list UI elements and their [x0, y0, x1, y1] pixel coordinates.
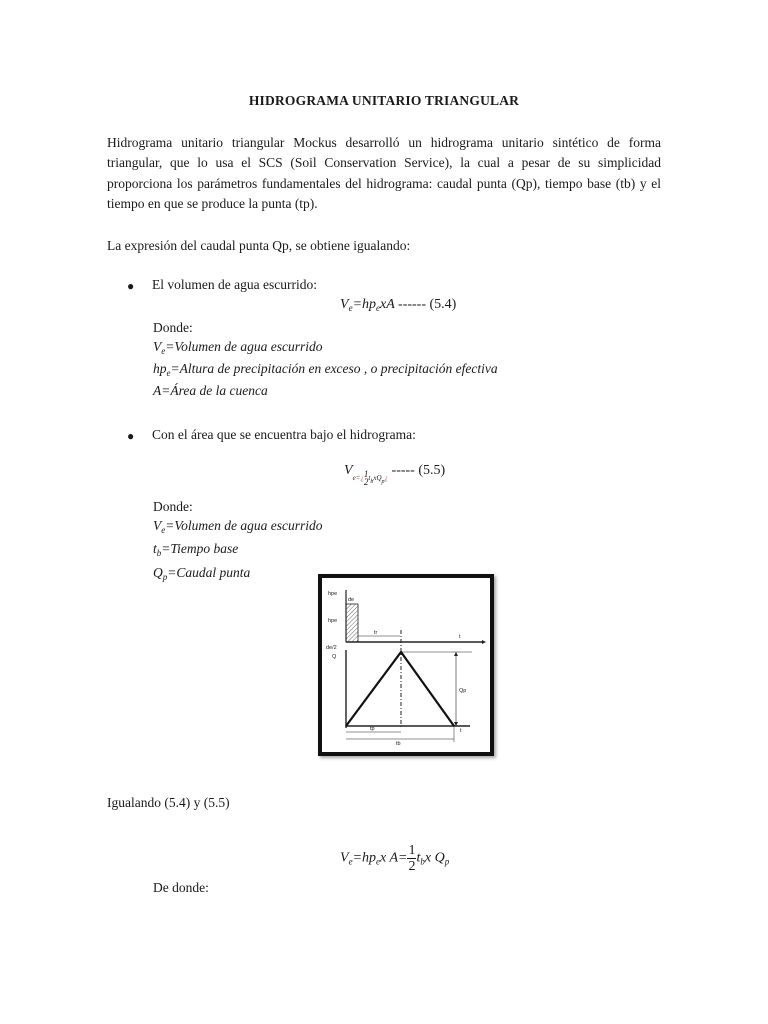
- bullet-icon: ●: [127, 429, 135, 443]
- definition-qp-text: =Caudal punta: [167, 565, 251, 580]
- equation-5-5: $V_{e=¿ 1 2 t_bxQ_p¿}$ ----- (5.5): [344, 463, 446, 488]
- equation-5-4-ref: ------ (5.4): [398, 297, 457, 312]
- label-de2: de/2: [326, 645, 337, 651]
- label-hpe-mid: hpe: [328, 618, 338, 624]
- definition-hpe-text: =Altura de precipitación en exceso , o precipitación efectiva: [170, 361, 498, 376]
- donde-label-1: Donde:: [153, 320, 193, 335]
- definition-ve-2-text: =Volumen de agua escurrido: [165, 518, 323, 533]
- definition-hpe: $hp_e=Altura$ de precipitación en exceso , o precipitación efectiva: [153, 361, 498, 378]
- page-title: HIDROGRAMA UNITARIO TRIANGULAR: [248, 93, 520, 108]
- hydrograph-diagram: [322, 578, 490, 752]
- peak-intro-paragraph: La expresión del caudal punta Qp, se obtiene igualando:: [107, 238, 411, 253]
- label-t-bottom: t: [460, 728, 462, 734]
- qp-arrow-top: [454, 652, 458, 656]
- donde-label-2: Donde:: [153, 499, 193, 514]
- equation-5-4: $V_e=hp_exA$ ------ (5.4): [340, 297, 457, 313]
- bullet-area: Con el área que se encuentra bajo el hidrograma:: [152, 427, 416, 442]
- triangular-hydrograph: [346, 652, 454, 726]
- label-t-top: t: [459, 634, 461, 640]
- label-hpe-top: hpe: [328, 591, 338, 597]
- equating-text: Igualando (5.4) y (5.5): [107, 795, 230, 810]
- bullet-icon: ●: [127, 279, 135, 293]
- definition-area: A=Área de la cuenca: [153, 383, 268, 398]
- combined-equation: $V_e=hp_ex$ A= $\frac{1}{2}$ $t_bx$ $Q_p$: [340, 843, 450, 874]
- bullet-volumen: El volumen de agua escurrido:: [152, 277, 317, 292]
- label-q: Q: [332, 654, 337, 660]
- intro-paragraph: Hidrograma unitario triangular Mockus desarrolló un hidrograma unitario sintético de forma triangular, que lo usa el SCS (Soil Conservation Service), la cual a pesar de su simplicidad proporciona los parámetros fundamentales del hidrograma: caudal punta (Qp), tiempo base (tb) y el tiempo en que se produce la punta (tp).: [107, 135, 661, 211]
- de-donde-text: De donde:: [153, 880, 209, 895]
- label-tr: tr: [374, 630, 378, 636]
- label-tp: tp: [370, 726, 375, 732]
- definition-tb-text: =Tiempo base: [161, 541, 239, 556]
- rainfall-bar: [346, 604, 358, 642]
- label-tb: tb: [396, 741, 401, 747]
- definition-ve-2: $V_e=Volumen$ de agua escurrido: [153, 518, 323, 535]
- definition-ve-1: $V_e=Volumen$ de agua escurrido: [153, 339, 323, 356]
- equation-5-5-ref: ----- (5.5): [391, 463, 446, 478]
- definition-ve-1-text: =Volumen de agua escurrido: [165, 339, 323, 354]
- definition-qp: $Q_p=Caudal$ punta: [153, 565, 251, 582]
- hydrograph-figure: [318, 574, 494, 756]
- top-axis-arrow: [482, 640, 486, 644]
- label-de: de: [348, 597, 355, 603]
- label-qp: Qp: [459, 688, 467, 694]
- definition-tb: $t_b=Tiempo$ base: [153, 541, 239, 558]
